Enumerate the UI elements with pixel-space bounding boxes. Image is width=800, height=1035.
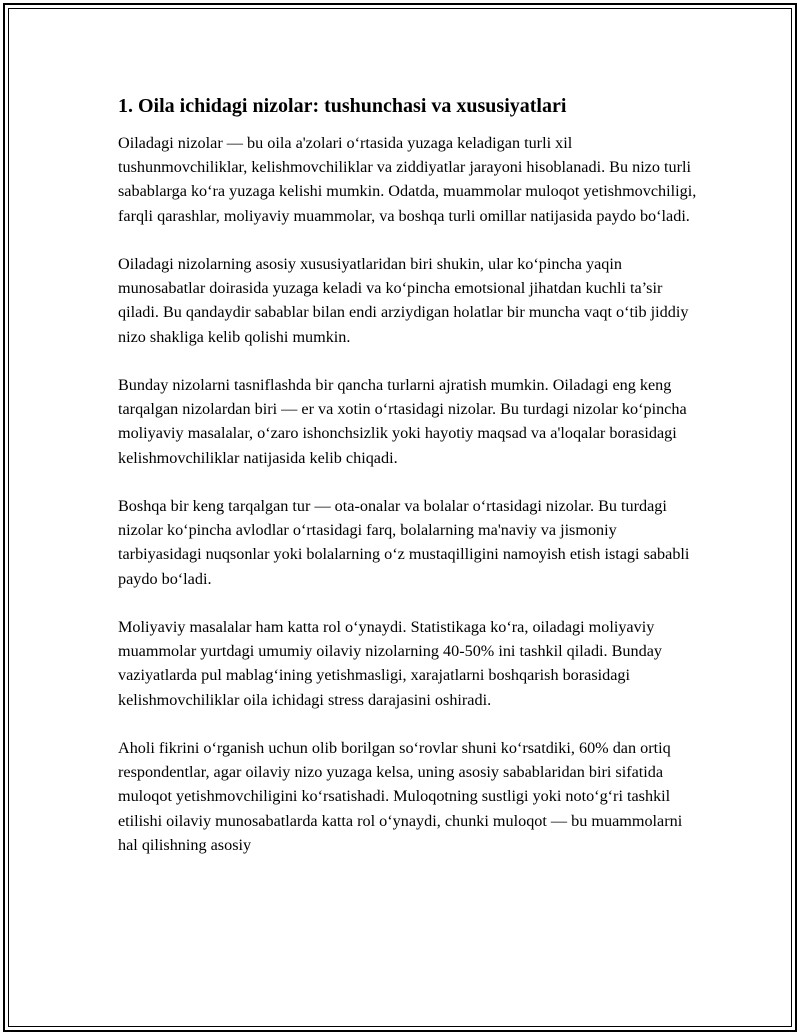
paragraph-1: Oiladagi nizolar — bu oila a'zolari o‘rtasida yuzaga keladigan turli xil tushunmovchiliklar, kelishmovchiliklar va ziddiyatlar jarayoni hisoblanadi. Bu nizo turli sabablarga ko‘ra yuzaga kelishi mumkin. Odatda, muammolar muloqot yetishmovchiligi, farqli qarashlar, moliyaviy muammolar, va boshqa turli omillar natijasida paydo bo‘ladi. [118, 134, 697, 225]
document-body [118, 92, 698, 881]
paragraph-3: Bunday nizolarni tasniflashda bir qancha turlarni ajratish mumkin. Oiladagi eng keng tarqalgan nizolardan biri — er va xotin o‘rtasidagi nizolar. Bu turdagi nizolar ko‘pincha moliyaviy masalalar, o‘zaro ishonchsizlik yoki hayotiy maqsad va a'loqalar borasidagi kelishmovchiliklar natijasida kelib chiqadi. [118, 376, 687, 467]
paragraph-6: Aholi fikrini o‘rganish uchun olib borilgan so‘rovlar shuni ko‘rsatdiki, 60% dan ortiq respondentlar, agar oilaviy nizo yuzaga kelsa, uning asosiy sabablaridan biri sifatida muloqot yetishmovchiligini ko‘rsatishadi. Muloqotning sustligi yoki noto‘g‘ri tashkil etilishi oilaviy munosabatlarda katta rol o‘ynaydi, chunki muloqot — bu muammolarni hal qilishning asosiy [118, 739, 683, 854]
paragraph-5: Moliyaviy masalalar ham katta rol o‘ynaydi. Statistikaga ko‘ra, oiladagi moliyaviy muammolar yurtdagi umumiy oilaviy nizolarning 40-50% ini tashkil qiladi. Bunday vaziyatlarda pul mablag‘ining yetishmasligi, xarajatlarni boshqarish borasidagi kelishmovchiliklar oila ichidagi stress darajasini oshiradi. [118, 618, 662, 709]
paragraph-2: Oiladagi nizolarning asosiy xususiyatlaridan biri shukin, ular ko‘pincha yaqin munosabatlar doirasida yuzaga keladi va ko‘pincha emotsional jihatdan kuchli ta’sir qiladi. Bu qandaydir sabablar bilan endi arziydigan holatlar bir muncha vaqt o‘tib jiddiy nizo shakliga kelib qolishi mumkin. [118, 255, 689, 346]
paragraph-4: Boshqa bir keng tarqalgan tur — ota-onalar va bolalar o‘rtasidagi nizolar. Bu turdagi nizolar ko‘pincha avlodlar o‘rtasidagi farq, bolalarning ma'naviy va jismoniy tarbiyasidagi nuqsonlar yoki bolalarning o‘z mustaqilligini namoyish etish istagi sababli paydo bo‘ladi. [118, 497, 690, 588]
section-heading: 1. Oila ichidagi nizolar: tushunchasi va xususiyatlari [118, 95, 567, 117]
